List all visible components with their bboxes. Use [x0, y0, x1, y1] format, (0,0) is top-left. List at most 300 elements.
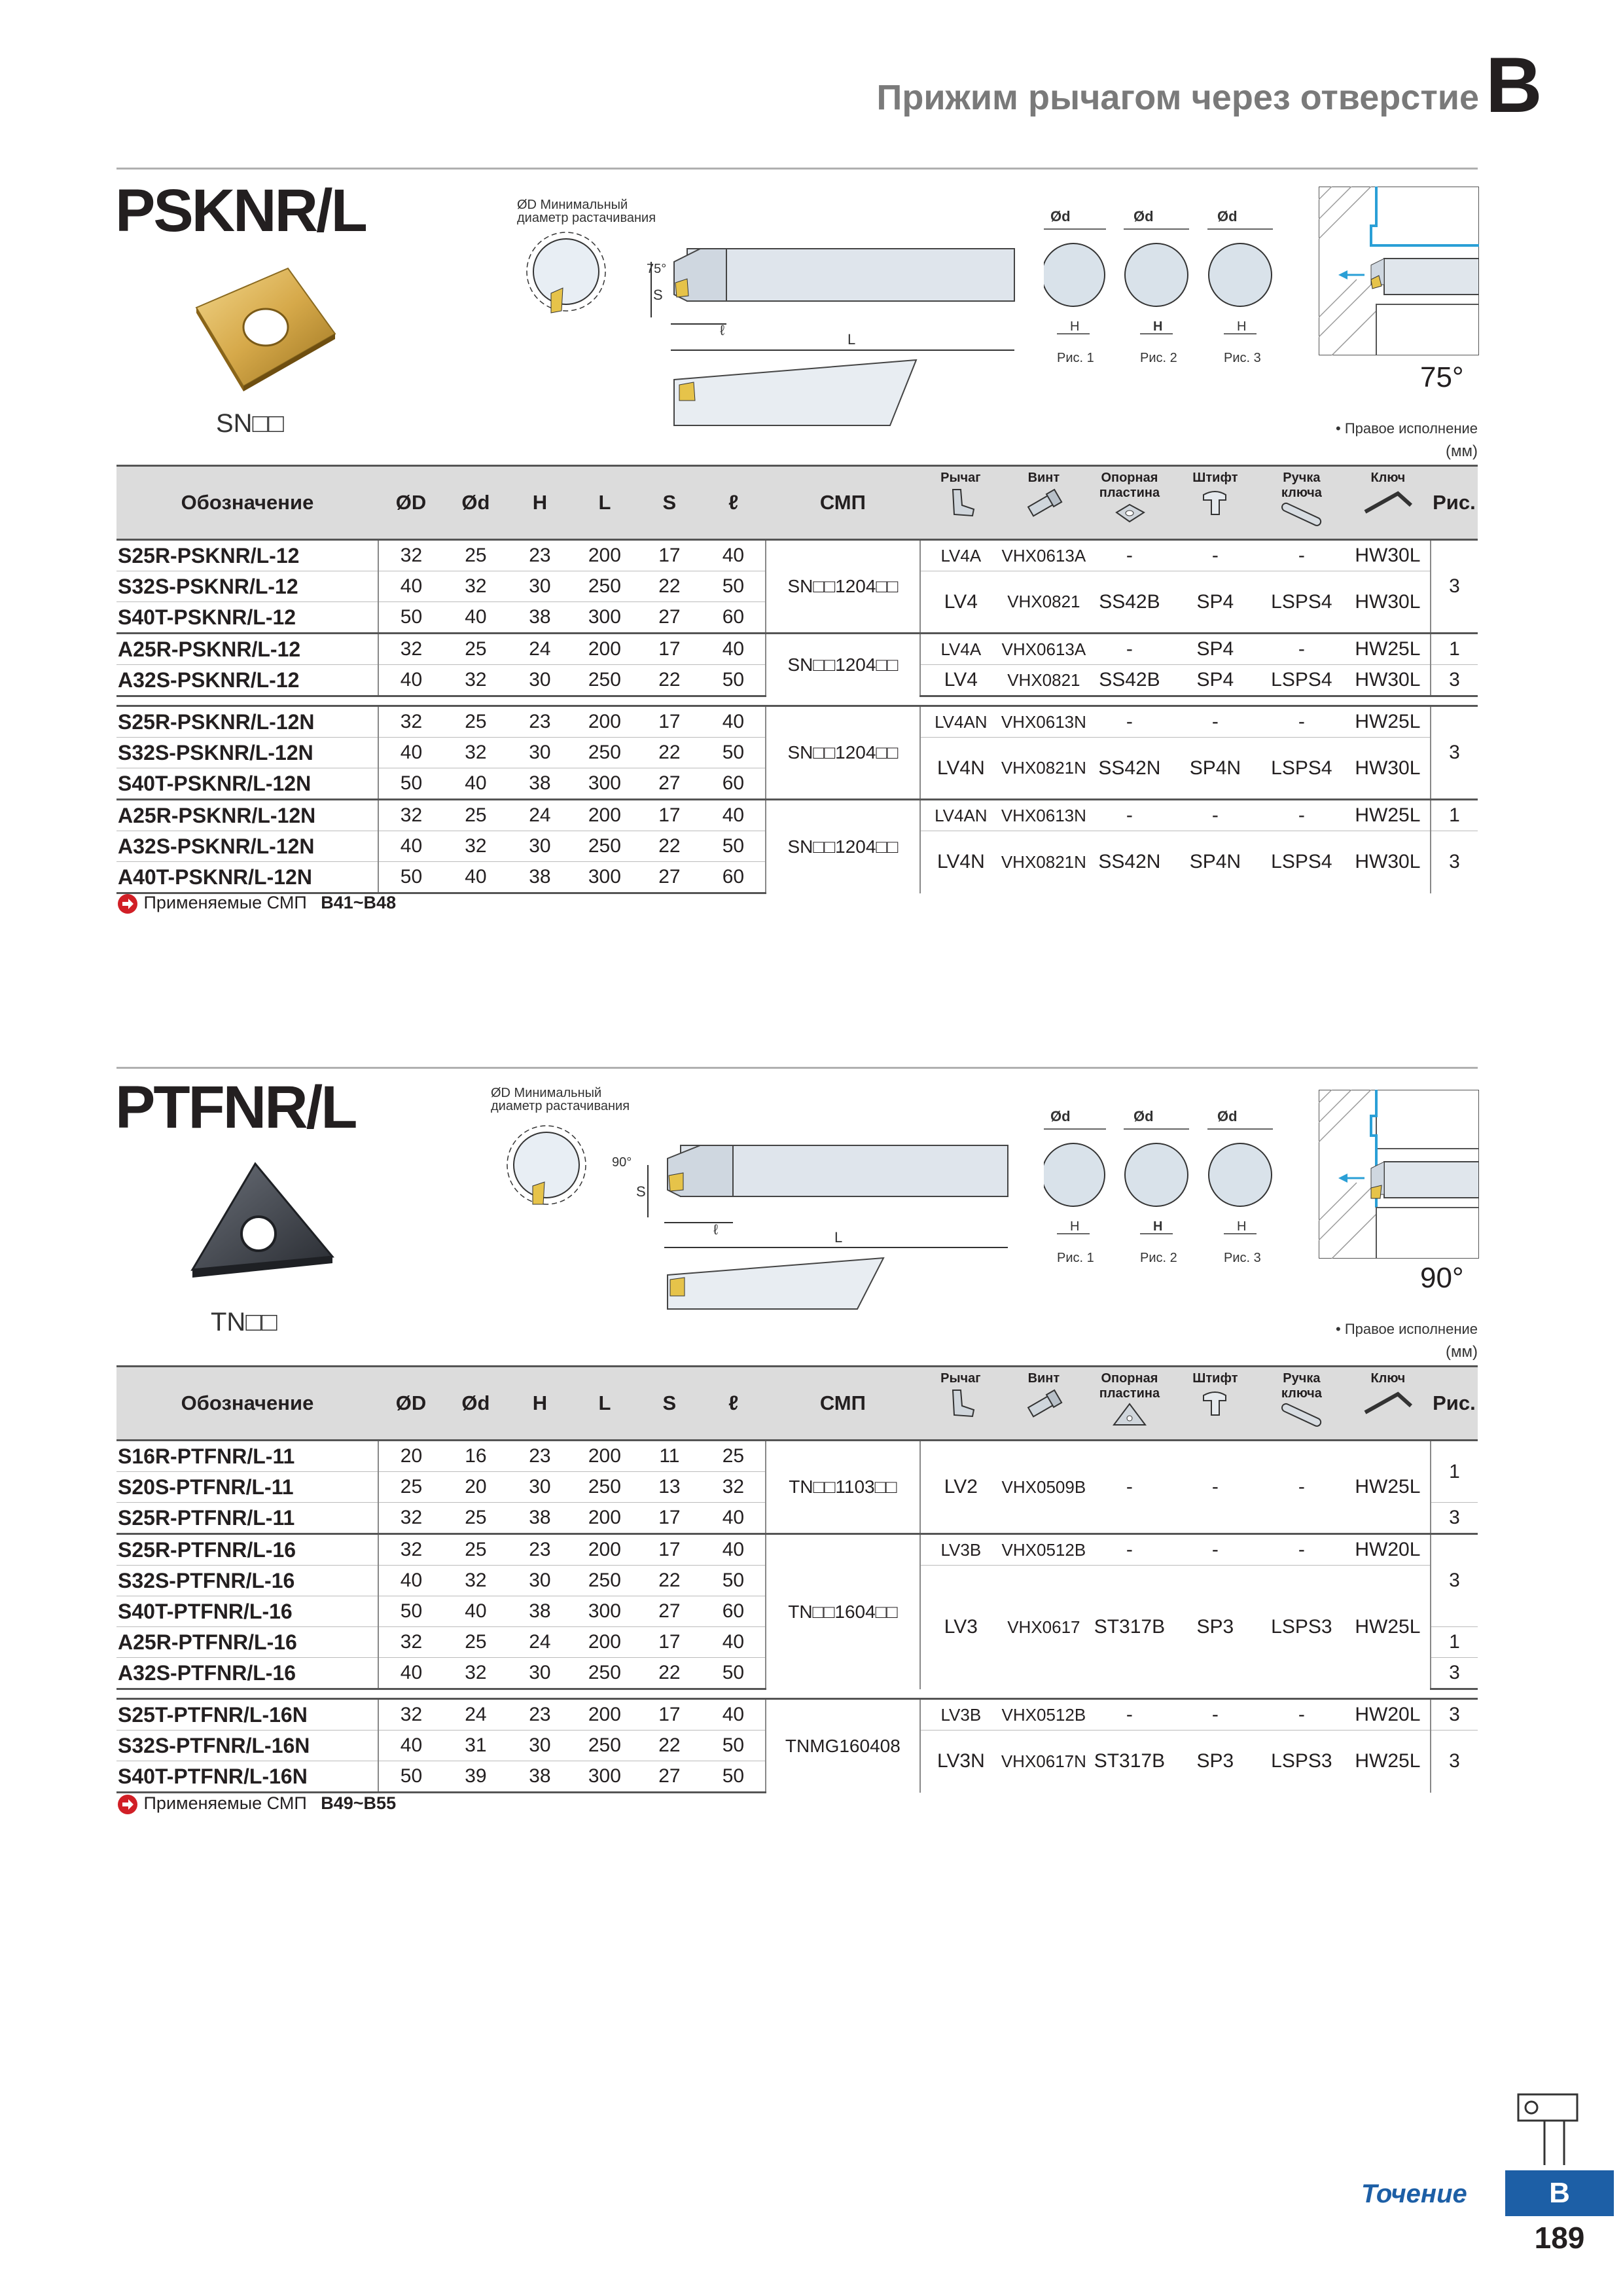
cell-d: 25	[444, 634, 508, 665]
cell-H: 23	[508, 1534, 572, 1566]
cell-D: 32	[378, 1627, 444, 1658]
cell-d: 40	[465, 772, 487, 794]
cell-L: 300	[572, 862, 637, 893]
cell-S: 22	[637, 738, 702, 768]
cell-d: 32	[444, 571, 508, 602]
cell-D: 40	[378, 738, 444, 768]
cell-l: 50	[702, 738, 766, 768]
cell-handle: -	[1258, 540, 1346, 571]
insert-label-sn: SN□□	[216, 409, 284, 438]
h-label-5: H	[1153, 1219, 1163, 1234]
col-D: ØD	[378, 466, 444, 540]
cell-l: 60	[702, 862, 766, 893]
units-note-2: (мм)	[1446, 1343, 1478, 1361]
cell-S: 17	[637, 1627, 702, 1658]
cell-key: HW25L	[1346, 634, 1431, 665]
table-row-code: S20S-PTFNR/L-11	[116, 1472, 378, 1503]
col-insert: СМП	[766, 1367, 920, 1441]
cell-S: 27	[637, 1761, 702, 1793]
svg-text:75°: 75°	[647, 262, 667, 276]
applicable-inserts-pages: B41~B48	[321, 893, 397, 913]
dim-l-label-2: ℓ	[713, 1221, 719, 1238]
table-row-code: S25R-PSKNR/L-12N	[116, 706, 378, 738]
cell-d: 25	[444, 706, 508, 738]
col-shim-label-1: Опорная	[1101, 471, 1158, 485]
cell-lever: LV4	[920, 665, 1001, 696]
col-lever-label: Рычаг	[940, 471, 981, 485]
fig3-label-2: Рис. 3	[1224, 1251, 1261, 1265]
cell-lever: LV4A	[920, 634, 1001, 665]
cell-D: 20	[378, 1441, 444, 1472]
cell-shim: -	[1086, 800, 1173, 831]
table-row-code: A40T-PSKNR/L-12N	[116, 862, 378, 893]
cell-H: 30	[508, 831, 572, 862]
cell-key: HW30L	[1355, 851, 1421, 873]
cell-pin: SP4N	[1189, 757, 1241, 779]
min-bore-label-line1: ØD Минимальный	[517, 198, 628, 212]
cell-handle: -	[1258, 1534, 1346, 1566]
min-bore-label	[517, 198, 656, 224]
cell-insert: TN□□1604□□	[766, 1534, 920, 1689]
cell-fig: 1	[1431, 800, 1478, 831]
h-label-6: H	[1237, 1219, 1247, 1234]
cell-d: 32	[444, 738, 508, 768]
cell-screw: VHX0613N	[1001, 706, 1086, 738]
applicable-inserts-label: Применяемые СМП	[143, 1793, 307, 1814]
cell-l: 50	[702, 1731, 766, 1761]
cell-l: 50	[702, 665, 766, 696]
pin-icon	[1196, 486, 1235, 518]
col-screw	[1001, 1367, 1086, 1441]
cell-d: 40	[444, 862, 508, 893]
cell-fig: 1	[1431, 1441, 1478, 1503]
table-row-code: A25R-PTFNR/L-16	[116, 1627, 378, 1658]
cell-handle: LSPS3	[1271, 1750, 1332, 1772]
cell-D: 40	[378, 1566, 444, 1596]
cell-D: 32	[378, 540, 444, 571]
cell-screw: VHX0821	[1001, 665, 1086, 696]
footer-section-badge: B	[1505, 2170, 1614, 2216]
cell-handle: -	[1258, 706, 1346, 738]
min-bore-label-2	[491, 1086, 630, 1113]
cell-fig: 1	[1431, 1627, 1478, 1658]
cell-H: 30	[508, 1472, 572, 1503]
cell-d: 25	[444, 1627, 508, 1658]
cell-insert: SN□□1204□□	[766, 706, 920, 800]
boring-bar-diagram-90	[491, 1113, 1034, 1322]
cell-fig: 3	[1431, 1699, 1478, 1731]
cell-fig: 1	[1431, 634, 1478, 665]
right-hand-note-2: • Правое исполнение	[1336, 1321, 1478, 1337]
col-D: ØD	[378, 1367, 444, 1441]
cell-l: 40	[702, 800, 766, 831]
cell-fig: 3	[1431, 706, 1478, 800]
cell-D: 40	[378, 571, 444, 602]
cell-shim: SS42N	[1098, 757, 1161, 779]
arrow-circle-icon	[116, 893, 139, 915]
cell-handle: -	[1258, 634, 1346, 665]
cell-l: 50	[702, 1566, 766, 1596]
cell-D: 32	[378, 1503, 444, 1534]
bore-illustration-90	[1319, 1090, 1479, 1259]
arrow-circle-icon	[116, 1793, 139, 1816]
cell-H: 23	[508, 706, 572, 738]
col-l: ℓ	[702, 1367, 766, 1441]
cell-S: 22	[637, 571, 702, 602]
page-header-title: Прижим рычагом через отверстие	[876, 78, 1479, 117]
col-screw-label: Винт	[1027, 1371, 1060, 1386]
cell-d: 40	[465, 606, 487, 628]
col-pin	[1173, 1367, 1258, 1441]
cell-L: 200	[572, 540, 637, 571]
cell-S: 27	[637, 862, 702, 893]
cell-key: HW30L	[1355, 590, 1421, 613]
cell-L: 200	[572, 1441, 637, 1472]
cell-L: 200	[588, 1507, 621, 1528]
h-label-3: H	[1237, 319, 1247, 334]
cell-screw: VHX0613A	[1001, 634, 1086, 665]
cell-H: 38	[529, 1507, 551, 1528]
cell-D: 50	[378, 602, 444, 634]
spec-table-psknr	[116, 465, 1478, 894]
cell-key: HW30L	[1346, 665, 1431, 696]
dim-L-label-2: L	[834, 1229, 843, 1246]
cell-l: 50	[702, 1658, 766, 1689]
col-handle	[1258, 466, 1346, 540]
cell-screw: VHX0821N	[1001, 758, 1086, 778]
cell-d: 24	[444, 1699, 508, 1731]
col-S: S	[637, 466, 702, 540]
cell-screw: VHX0509B	[1001, 1477, 1086, 1497]
min-bore-label-line2: диаметр растачивания	[517, 211, 656, 225]
cell-S: 27	[658, 772, 681, 794]
col-lever	[920, 1367, 1001, 1441]
col-fig: Рис.	[1431, 466, 1478, 540]
cell-H: 38	[508, 862, 572, 893]
cell-d: 40	[444, 1596, 508, 1627]
cell-screw: VHX0613N	[1001, 800, 1086, 831]
cell-H: 30	[508, 738, 572, 768]
col-shim-label-2: пластина	[1099, 1386, 1160, 1401]
cell-screw: VHX0821	[1007, 592, 1080, 611]
cell-H: 38	[529, 772, 551, 794]
cell-l: 60	[702, 1596, 766, 1627]
pin-icon	[1196, 1386, 1235, 1419]
lever-icon	[941, 486, 980, 518]
col-key	[1346, 466, 1431, 540]
table-row-code: A25R-PSKNR/L-12	[116, 634, 378, 665]
approach-angle-75: 75°	[1420, 361, 1464, 393]
col-shim-label-1: Опорная	[1101, 1371, 1158, 1386]
cell-l: 40	[702, 1699, 766, 1731]
cell-pin: -	[1173, 1534, 1258, 1566]
shim-icon	[1110, 1401, 1149, 1427]
applicable-inserts-pages: B49~B55	[321, 1793, 397, 1814]
insert-image-square	[190, 262, 340, 393]
col-handle-label-1: Ручка	[1283, 471, 1321, 485]
cell-S: 17	[637, 1699, 702, 1731]
cell-shim: SS42B	[1086, 665, 1173, 696]
cell-l: 40	[702, 706, 766, 738]
cell-key: HW30L	[1346, 540, 1431, 571]
cell-key: HW25L	[1346, 706, 1431, 738]
h-label-1: H	[1070, 319, 1080, 334]
cell-H: 38	[508, 1761, 572, 1793]
cell-H: 30	[508, 1566, 572, 1596]
cell-d: 25	[465, 1507, 487, 1528]
min-bore-label-2-line1: ØD Минимальный	[491, 1086, 602, 1100]
cell-S: 17	[637, 1534, 702, 1566]
cell-D: 32	[378, 706, 444, 738]
cell-D: 50	[378, 1596, 444, 1627]
col-H: H	[508, 1367, 572, 1441]
key-handle-icon	[1275, 1401, 1328, 1427]
col-shim-label-2: пластина	[1099, 486, 1160, 500]
cell-H: 30	[508, 1658, 572, 1689]
cell-d: 32	[444, 831, 508, 862]
svg-text:90°: 90°	[612, 1155, 632, 1170]
dim-l-label: ℓ	[720, 322, 725, 338]
cell-L: 200	[572, 1627, 637, 1658]
cell-H: 24	[508, 634, 572, 665]
table-row-code: A32S-PSKNR/L-12	[116, 665, 378, 696]
cell-key: HW25L	[1346, 800, 1431, 831]
cell-key: HW20L	[1346, 1534, 1431, 1566]
screw-icon	[1021, 486, 1067, 518]
cell-H: 24	[508, 1627, 572, 1658]
table-row-code: S32S-PTFNR/L-16N	[116, 1731, 378, 1761]
cell-L: 200	[572, 706, 637, 738]
cell-L: 200	[572, 1534, 637, 1566]
cell-handle: LSPS4	[1271, 590, 1332, 613]
col-l: ℓ	[702, 466, 766, 540]
footer-section-word: Точение	[1361, 2179, 1467, 2208]
cell-fig: 3	[1431, 1534, 1478, 1627]
cell-pin: SP3	[1196, 1616, 1234, 1638]
section-letter: B	[1486, 41, 1543, 129]
cell-lever: LV2	[920, 1441, 1001, 1534]
fig1-label-2: Рис. 1	[1057, 1251, 1094, 1265]
tool-title-ptfnr: PTFNR/L	[115, 1074, 356, 1141]
col-handle-label-1: Ручка	[1283, 1371, 1321, 1386]
col-handle-label-2: ключа	[1281, 1386, 1322, 1401]
cell-L: 250	[572, 571, 637, 602]
col-d: Ød	[444, 466, 508, 540]
d-label-4: Ød	[1050, 1109, 1071, 1124]
cell-fig: 3	[1431, 1658, 1478, 1689]
cell-pin: -	[1173, 540, 1258, 571]
col-screw	[1001, 466, 1086, 540]
cell-fig: 3	[1431, 1503, 1478, 1534]
cell-S: 22	[637, 1658, 702, 1689]
cell-fig: 3	[1431, 1731, 1478, 1793]
cell-H: 30	[508, 665, 572, 696]
cell-S: 22	[637, 1566, 702, 1596]
d-label-5: Ød	[1133, 1109, 1154, 1124]
cell-H: 30	[508, 571, 572, 602]
cell-screw: VHX0613A	[1001, 540, 1086, 571]
table-row-code: S32S-PTFNR/L-16	[116, 1566, 378, 1596]
approach-angle-90: 90°	[1420, 1262, 1464, 1294]
cell-lever: LV4AN	[920, 800, 1001, 831]
insert-image-triangle	[183, 1158, 340, 1289]
col-key-label: Ключ	[1370, 471, 1406, 485]
col-pin-label: Штифт	[1192, 1371, 1238, 1386]
cell-lever: LV4N	[920, 738, 1001, 800]
spec-table-ptfnr	[116, 1365, 1478, 1793]
h-label-4: H	[1070, 1219, 1080, 1234]
cell-L: 250	[572, 1731, 637, 1761]
cell-fig: 3	[1431, 831, 1478, 893]
cell-d: 25	[444, 540, 508, 571]
cell-key: HW25L	[1355, 1750, 1421, 1772]
cell-H: 23	[508, 1699, 572, 1731]
cell-L: 300	[588, 606, 621, 628]
cell-insert: SN□□1204□□	[766, 800, 920, 893]
cell-l: 32	[702, 1472, 766, 1503]
col-pin	[1173, 466, 1258, 540]
cell-shim: -	[1086, 1699, 1173, 1731]
col-key	[1346, 1367, 1431, 1441]
cell-lever: LV3N	[920, 1731, 1001, 1793]
col-S: S	[637, 1367, 702, 1441]
min-bore-label-2-line2: диаметр растачивания	[491, 1099, 630, 1113]
table-row-code: A32S-PSKNR/L-12N	[116, 831, 378, 862]
applicable-inserts-link-1[interactable]	[116, 893, 396, 915]
dim-s-label: S	[653, 287, 663, 303]
table-row-code: A25R-PSKNR/L-12N	[116, 800, 378, 831]
cell-l: 50	[702, 831, 766, 862]
cell-D: 50	[378, 862, 444, 893]
cell-pin: -	[1211, 1476, 1219, 1498]
cell-D: 50	[378, 768, 444, 800]
right-hand-note-1: • Правое исполнение	[1336, 420, 1478, 437]
cell-shim: -	[1086, 706, 1173, 738]
cell-lever: LV4	[920, 571, 1001, 634]
cell-key: HW25L	[1355, 1476, 1421, 1498]
table-row-code: A32S-PTFNR/L-16	[116, 1658, 378, 1689]
cell-S: 22	[637, 831, 702, 862]
col-screw-label: Винт	[1027, 471, 1060, 485]
cell-d: 32	[444, 1566, 508, 1596]
fig1-label: Рис. 1	[1057, 351, 1094, 365]
page-number: 189	[1534, 2221, 1585, 2255]
table-row-code: S16R-PTFNR/L-11	[116, 1441, 378, 1472]
cell-D: 40	[378, 1658, 444, 1689]
fig2-label-2: Рис. 2	[1140, 1251, 1177, 1265]
cell-key: HW25L	[1355, 1616, 1421, 1638]
cell-S: 17	[637, 540, 702, 571]
cell-D: 50	[378, 1761, 444, 1793]
table-row-code: S40T-PSKNR/L-12N	[118, 771, 312, 795]
applicable-inserts-label: Применяемые СМП	[143, 893, 307, 913]
col-handle	[1258, 1367, 1346, 1441]
cell-D: 40	[378, 831, 444, 862]
cell-S: 17	[658, 1507, 681, 1528]
cell-H: 38	[529, 606, 551, 628]
cell-handle: LSPS4	[1271, 757, 1332, 779]
section-divider	[116, 1067, 1478, 1069]
cell-L: 250	[572, 1658, 637, 1689]
d-label-3: Ød	[1217, 209, 1238, 224]
cell-D: 32	[378, 1699, 444, 1731]
cell-S: 27	[637, 1596, 702, 1627]
cell-shim: -	[1086, 1534, 1173, 1566]
cell-insert: SN□□1204□□	[766, 540, 920, 634]
cell-S: 17	[637, 634, 702, 665]
cell-l: 50	[702, 571, 766, 602]
cell-insert: SN□□1204□□	[766, 634, 920, 696]
table-row-code: S40T-PTFNR/L-16	[116, 1596, 378, 1627]
cell-l: 40	[702, 1627, 766, 1658]
cell-D: 32	[378, 634, 444, 665]
cell-L: 250	[572, 831, 637, 862]
col-designation: Обозначение	[116, 466, 378, 540]
d-label-2: Ød	[1133, 209, 1154, 224]
col-d: Ød	[444, 1367, 508, 1441]
applicable-inserts-link-2[interactable]	[116, 1793, 396, 1816]
cell-S: 17	[637, 706, 702, 738]
cell-d: 25	[444, 800, 508, 831]
cell-key: HW30L	[1355, 757, 1421, 779]
cell-pin: SP4	[1173, 634, 1258, 665]
fig3-label: Рис. 3	[1224, 351, 1261, 365]
d-label-1: Ød	[1050, 209, 1071, 224]
cell-pin: -	[1173, 1699, 1258, 1731]
cell-d: 20	[444, 1472, 508, 1503]
cell-L: 300	[572, 1761, 637, 1793]
cell-L: 200	[572, 1699, 637, 1731]
cell-lever: LV3B	[920, 1699, 1001, 1731]
cell-l: 40	[702, 634, 766, 665]
cell-S: 22	[637, 665, 702, 696]
cell-screw: VHX0617	[1007, 1617, 1080, 1637]
d-label-6: Ød	[1217, 1109, 1238, 1124]
cell-L: 300	[572, 1596, 637, 1627]
cell-handle: -	[1258, 800, 1346, 831]
screw-icon	[1021, 1386, 1067, 1419]
cell-d: 39	[444, 1761, 508, 1793]
key-handle-icon	[1275, 501, 1328, 527]
units-note-1: (мм)	[1446, 442, 1478, 460]
cell-l: 40	[722, 1507, 745, 1528]
cell-lever: LV4A	[920, 540, 1001, 571]
col-L: L	[572, 1367, 637, 1441]
cell-D: 25	[378, 1472, 444, 1503]
col-H: H	[508, 466, 572, 540]
col-lever-label: Рычаг	[940, 1371, 981, 1386]
cell-pin: -	[1173, 800, 1258, 831]
cell-fig: 3	[1431, 540, 1478, 634]
lever-icon	[941, 1386, 980, 1419]
cell-S: 11	[637, 1441, 702, 1472]
col-shim	[1086, 466, 1173, 540]
col-pin-label: Штифт	[1192, 471, 1238, 485]
cell-handle: LSPS4	[1258, 665, 1346, 696]
shim-icon	[1110, 501, 1149, 527]
cell-pin: SP4N	[1189, 851, 1241, 873]
cell-D: 32	[378, 800, 444, 831]
cell-d: 25	[444, 1534, 508, 1566]
cell-pin: SP4	[1196, 590, 1234, 613]
cell-D: 40	[378, 665, 444, 696]
cross-sections-ptfnr	[1044, 1109, 1293, 1273]
cell-l: 50	[702, 1761, 766, 1793]
cell-S: 13	[637, 1472, 702, 1503]
cell-L: 250	[572, 1566, 637, 1596]
table-row-code: S32S-PSKNR/L-12N	[116, 738, 378, 768]
col-lever	[920, 466, 1001, 540]
